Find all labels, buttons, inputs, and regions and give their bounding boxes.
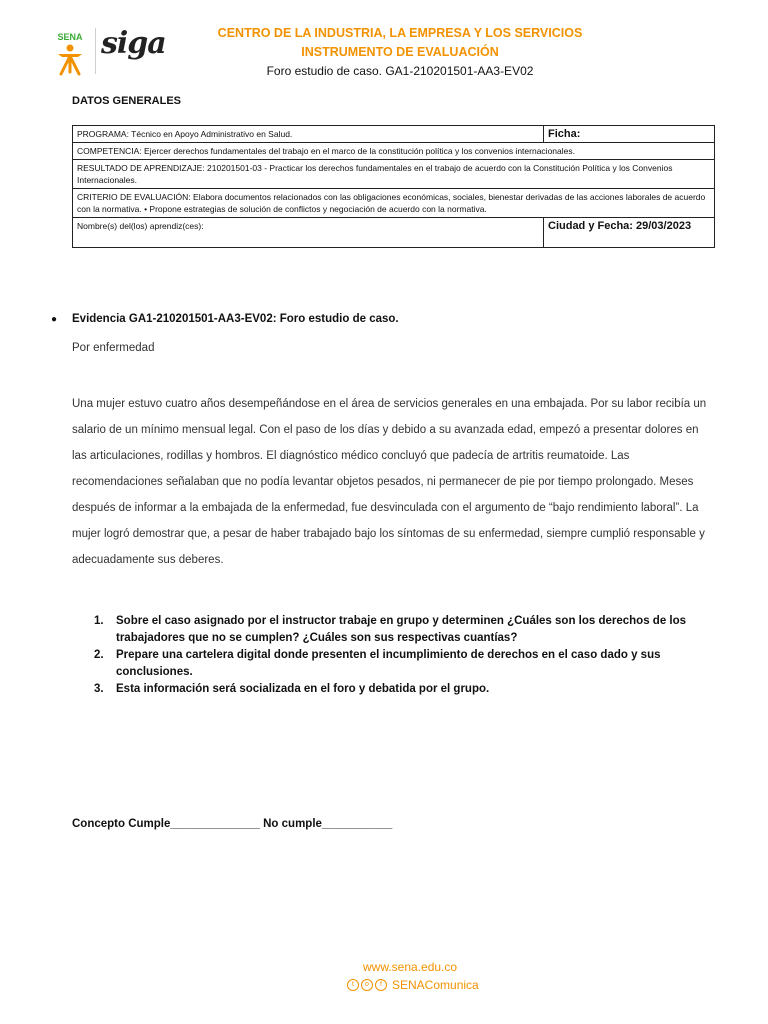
header-center-name: CENTRO DE LA INDUSTRIA, LA EMPRESA Y LOS SERVICIOS xyxy=(217,26,583,40)
ficha-cell: Ficha: xyxy=(544,126,715,143)
competencia-cell: COMPETENCIA: Ejercer derechos fundamentales del trabajo en el marco de la constitución política y los convenios internacionales. xyxy=(73,143,715,160)
instructions-list xyxy=(72,613,712,698)
list-item: 3. Esta información será socializada en el foro y debatida por el grupo. xyxy=(94,683,490,695)
header-document-subtitle: Foro estudio de caso. GA1-210201501-AA3-EV02 xyxy=(266,64,534,78)
table-row xyxy=(73,126,715,143)
criterio-cell: CRITERIO DE EVALUACIÓN: Elabora documentos relacionados con las obligaciones económicas, sociales, bienestar derivadas de las acciones laborales de acuerdo con la normativa. • Propone estrategias de solución de conflictos y negociación de acuerdo con la normativa. xyxy=(73,189,715,218)
instagram-icon: o xyxy=(361,979,373,991)
footer-social xyxy=(347,978,479,992)
general-data-table xyxy=(72,125,715,248)
social-handle: SENAComunica xyxy=(392,978,479,992)
sena-logo-text: SENA xyxy=(57,32,83,42)
logo-separator xyxy=(95,28,96,74)
nombres-cell: Nombre(s) del(los) aprendiz(ces): xyxy=(73,218,544,248)
siga-logo: siga xyxy=(101,26,166,61)
bullet-icon: ● xyxy=(51,314,58,325)
resultado-cell: RESULTADO DE APRENDIZAJE: 210201501-03 - Practicar los derechos fundamentales en el trabajo de acuerdo con la Constitución Política y los Convenios Internacionales. xyxy=(73,160,715,189)
programa-cell: PROGRAMA: Técnico en Apoyo Administrativo en Salud. xyxy=(73,126,544,143)
list-item: 2. Prepare una cartelera digital donde presenten el incumplimiento de derechos en el caso dado y sus conclusiones. xyxy=(94,649,661,678)
footer-website: www.sena.edu.co xyxy=(363,960,458,974)
concept-line: Concepto Cumple______________ No cumple___________ xyxy=(72,818,393,830)
header-instrument-title: INSTRUMENTO DE EVALUACIÓN xyxy=(301,45,499,59)
general-data-title: DATOS GENERALES xyxy=(72,95,181,107)
sena-logo xyxy=(52,26,88,76)
table-row xyxy=(73,218,715,248)
twitter-icon: t xyxy=(347,979,359,991)
list-item: 1. Sobre el caso asignado por el instructor trabaje en grupo y determinen ¿Cuáles son los derechos de los trabajadores que no se cumplen? ¿Cuáles son sus respectivas cuantías? xyxy=(94,615,687,644)
table-row xyxy=(73,143,715,160)
table-row xyxy=(73,160,715,189)
case-paragraph: Una mujer estuvo cuatro años desempeñándose en el área de servicios generales en una embajada. Por su labor recibía un salario de un mínimo mensual legal. Con el paso de los días y debido a su avanzada edad, empezó a presentar dolores en las articulaciones, rodillas y hombros. El diagnóstico médico concluyó que padecía de artritis reumatoide. Las recomendaciones señalaban que no podía levantar objetos pesados, ni permanecer de pie por tiempo prolongado. Meses después de informar a la embajada de la enfermedad, fue desvinculada con el argumento de “bajo rendimiento laboral”. La mujer logró demostrar que, a pesar de haber trabajado bajo los síntomas de su enfermedad, siempre cumplió responsable y adecuadamente sus deberes. xyxy=(72,398,707,566)
ciudad-fecha-cell: Ciudad y Fecha: 29/03/2023 xyxy=(544,218,715,248)
case-subtitle: Por enfermedad xyxy=(72,342,155,354)
facebook-icon: f xyxy=(375,979,387,991)
evidence-heading: Evidencia GA1-210201501-AA3-EV02: Foro estudio de caso. xyxy=(72,313,399,325)
table-row xyxy=(73,189,715,218)
